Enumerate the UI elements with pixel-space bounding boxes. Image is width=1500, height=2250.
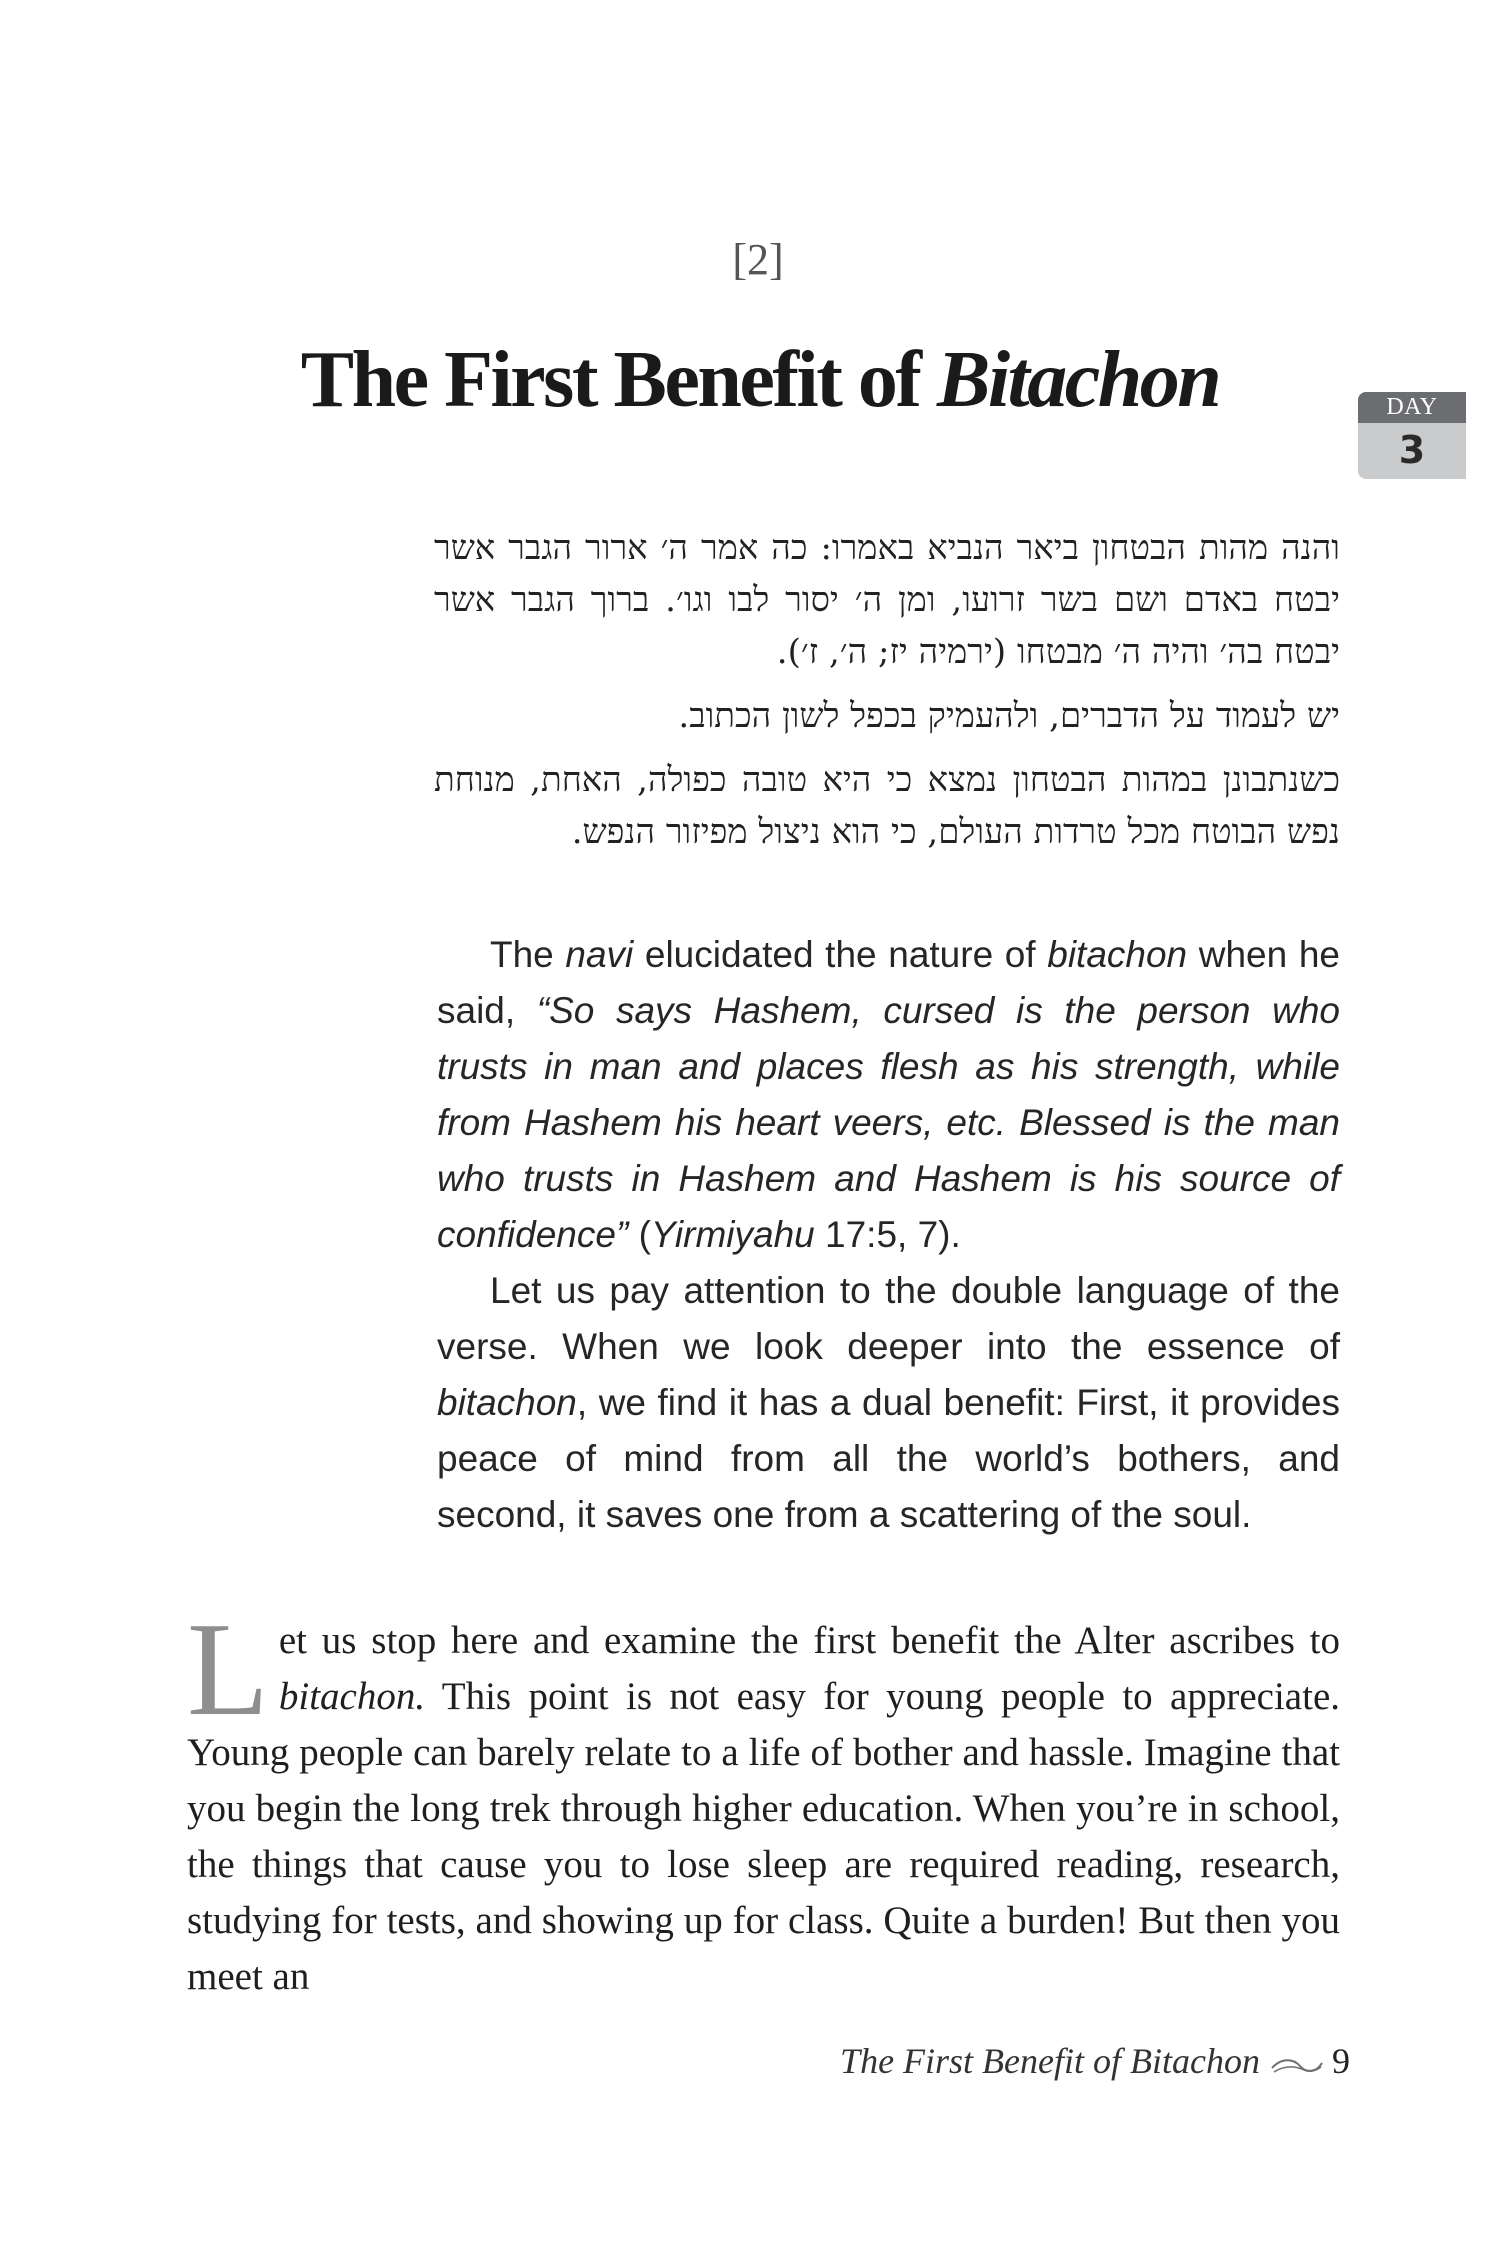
text-run: The <box>490 934 566 975</box>
day-tab-label: DAY <box>1358 392 1466 423</box>
text-run: Let us pay attention to the double language of the verse. When we look deeper into the essence of <box>437 1270 1340 1367</box>
verse-quote: “So says Hashem, cursed is the person who trusts in man and places flesh as his strength, while from Hashem his heart veers, etc. Blessed is the man who trusts in Hashem and Hashem is his source of confidence” <box>437 990 1341 1255</box>
text-run: bitachon <box>437 1382 577 1423</box>
hebrew-source-text <box>434 522 1340 870</box>
page-number: 9 <box>1332 2041 1350 2081</box>
text-run: bitachon. <box>278 1675 426 1718</box>
translation-paragraph <box>437 927 1340 1263</box>
text-run: , we find it has a dual benefit: First, it provides peace of mind from all the world’s bothers, and second, it saves one from a scattering of the soul. <box>437 1382 1340 1535</box>
text-run: when he said, <box>437 934 1340 1031</box>
commentary-paragraph <box>187 1595 1340 2005</box>
title-text: The First Benefit of <box>300 336 937 424</box>
chapter-number: [2] <box>732 235 784 284</box>
running-title: The First Benefit of Bitachon <box>840 2041 1260 2081</box>
title-italic-word: Bitachon <box>936 336 1220 424</box>
text-run: elucidated the nature of <box>633 934 1048 975</box>
source-book: Yirmiyahu <box>650 1214 815 1255</box>
text-run: This point is not easy for young people to appreciate. Young people can barely relate to a life of bother and hassle. Imagine that you begin the long trek through higher education. When you’re in school, the things that cause you to lose sleep are required reading, research, studying for tests, and showing up for class. Quite a burden! But then you meet an <box>187 1675 1340 1998</box>
text-run: navi <box>565 934 634 975</box>
page-footer <box>830 2040 1350 2086</box>
translation-paragraph <box>437 1263 1340 1543</box>
day-tab <box>1358 392 1466 479</box>
hebrew-paragraph: יש לעמוד על הדברים, ולהעמיק בכפל לשון הכתוב. <box>678 696 1340 736</box>
hebrew-paragraph: כשנתבונן במהות הבטחון נמצא כי היא טובה כפולה, האחת, מנוחת נפש הבוטח מכל טרדות העולם, כי הוא ניצול מפיזור הנפש. <box>434 760 1340 852</box>
drop-cap: L <box>187 1595 269 1743</box>
source-reference: 17:5, 7). <box>814 1214 961 1255</box>
page-title <box>0 335 1500 426</box>
hebrew-paragraph: והנה מהות הבטחון ביאר הנביא באמרו: כה אמר ה׳ ארור הגבר אשר יבטח באדם ושם בשר זרועו, ומן ה׳ יסור לבו וגו׳. ברוך הגבר אשר יבטח בה׳ והיה ה׳ מבטחו (ירמיה יז; ה׳, ז׳). <box>434 528 1340 672</box>
text-run: ( <box>628 1214 651 1255</box>
text-run: bitachon <box>1047 934 1188 975</box>
day-tab-number: 3 <box>1398 428 1426 472</box>
text-run: et us stop here and examine the first benefit the Alter ascribes to <box>278 1619 1340 1662</box>
flourish-ornament-icon <box>1270 2044 1324 2086</box>
english-translation <box>437 927 1340 1543</box>
